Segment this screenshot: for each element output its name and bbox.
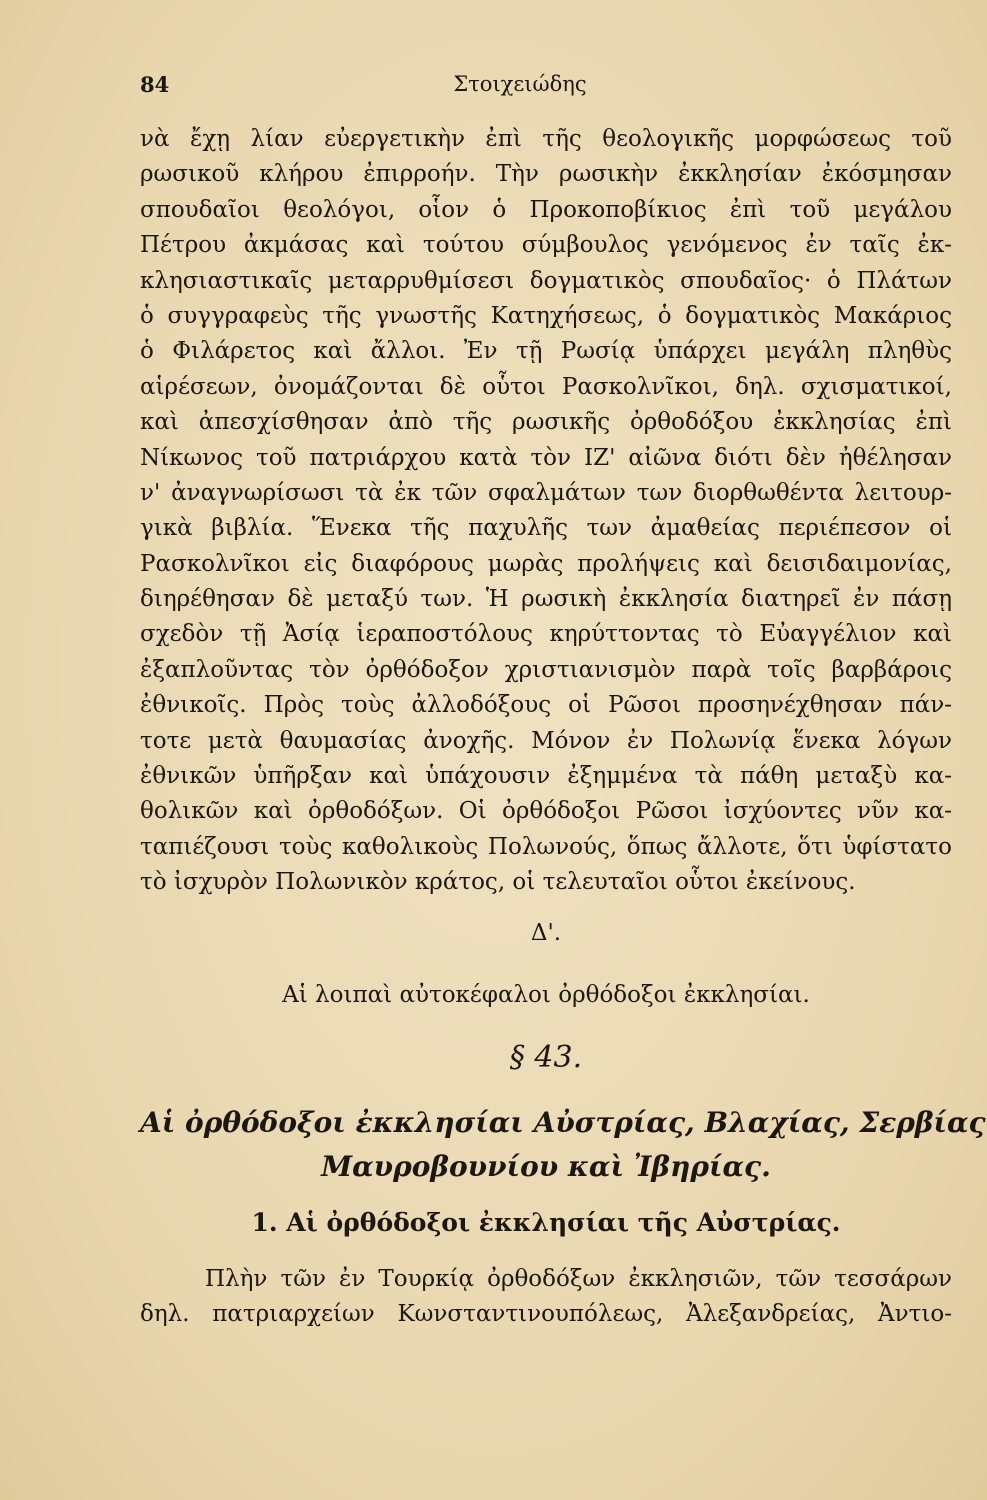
- text-line: Πλὴν τῶν ἐν Τουρκίᾳ ὀρθοδόξων ἐκκλησιῶν, τῶν τεσσάρων: [205, 1266, 952, 1292]
- page-header: [140, 72, 900, 102]
- chapter-heading-line-2: Μαυροβουνίου καὶ Ἰβηρίας.: [321, 1150, 771, 1183]
- text-line: τὸ ἰσχυρὸν Πολωνικὸν κράτος, οἱ τελευταῖοι οὗτοι ἐκείνους.: [140, 869, 856, 896]
- paragraph-2: [140, 1262, 952, 1333]
- text-line: αἱρέσεων, ὀνομάζονται δὲ οὗτοι Ρασκολνῖκοι, δηλ. σχισματικοί,: [140, 373, 952, 400]
- text-line: Ρασκολνῖκοι εἰς διαφόρους μωρὰς προλήψεις καὶ δεισιδαιμονίας,: [140, 550, 952, 577]
- text-line: κλησιαστικαῖς μεταρρυθμίσεσι δογματικὸς σπουδαῖος· ὁ Πλάτων: [140, 267, 952, 294]
- text-line: Νίκωνος τοῦ πατριάρχου κατὰ τὸν ΙΖ' αἰῶνα διότι δὲν ἠθέλησαν: [140, 444, 952, 471]
- text-line: νὰ ἔχῃ λίαν εὐεργετικὴν ἐπὶ τῆς θεολογικῆς μορφώσεως τοῦ: [140, 126, 952, 152]
- text-line: διηρέθησαν δὲ μεταξύ των. Ἡ ρωσικὴ ἐκκλησία διατηρεῖ ἐν πάσῃ: [140, 586, 952, 613]
- text-line: σχεδὸν τῇ Ἀσίᾳ ἱεραποστόλους κηρύττοντας τὸ Εὐαγγέλιον καὶ: [140, 621, 952, 648]
- running-head: Στοιχειώδης: [453, 72, 587, 96]
- paragraph-1: [140, 122, 952, 901]
- text-line: ὁ Φιλάρετος καὶ ἄλλοι. Ἐν τῇ Ρωσίᾳ ὑπάρχει μεγάλη πληθὺς: [140, 338, 952, 365]
- text-line: ρωσικοῦ κλήρου ἐπιρροήν. Τὴν ρωσικὴν ἐκκλησίαν ἐκόσμησαν: [140, 161, 952, 188]
- section-letter: Δ'.: [530, 920, 562, 946]
- text-line: ἐξαπλοῦντας τὸν ὀρθόδοξον χριστιανισμὸν παρὰ τοῖς βαρβάροις: [140, 656, 952, 683]
- subheading: 1. Αἱ ὀρθόδοξοι ἐκκλησίαι τῆς Αὐστρίας.: [251, 1208, 841, 1237]
- text-line: ὁ συγγραφεὺς τῆς γνωστῆς Κατηχήσεως, ὁ δογματικὸς Μακάριος: [140, 302, 952, 329]
- text-line: ἐθνικῶν ὑπῆρξαν καὶ ὑπάχουσιν ἐξημμένα τὰ πάθη μεταξὺ κα-: [140, 763, 952, 790]
- text-line: ἐθνικοῖς. Πρὸς τοὺς ἀλλοδόξους οἱ Ρῶσοι προσηνέχθησαν πάν-: [140, 692, 952, 719]
- text-line: ν' ἀναγνωρίσωσι τὰ ἐκ τῶν σφαλμάτων των διορθωθέντα λειτουρ-: [140, 479, 952, 506]
- section-title: Αἱ λοιπαὶ αὐτοκέφαλοι ὀρθόδοξοι ἐκκλησίαι.: [282, 982, 810, 1008]
- chapter-heading-line-1: Αἱ ὀρθόδοξοι ἐκκλησίαι Αὐστρίας, Βλαχίας, Σερβίας: [140, 1106, 986, 1139]
- text-line: δηλ. πατριαρχείων Κωνσταντινουπόλεως, Ἀλεξανδρείας, Ἀντιο-: [140, 1301, 952, 1328]
- text-line: Πέτρου ἀκμάσας καὶ τούτου σύμβουλος γενόμενος ἐν ταῖς ἐκ-: [140, 232, 952, 259]
- text-line: τοτε μετὰ θαυμασίας ἀνοχῆς. Μόνον ἐν Πολωνίᾳ ἕνεκα λόγων: [140, 727, 952, 754]
- text-line: γικὰ βιβλία. Ἕνεκα τῆς παχυλῆς των ἀμαθείας περιέπεσον οἱ: [140, 515, 952, 542]
- text-line: θολικῶν καὶ ὀρθοδόξων. Οἱ ὀρθόδοξοι Ρῶσοι ἰσχύοντες νῦν κα-: [140, 798, 952, 825]
- text-line: καὶ ἀπεσχίσθησαν ἀπὸ τῆς ρωσικῆς ὀρθοδόξου ἐκκλησίας ἐπὶ: [140, 409, 952, 436]
- text-line: σπουδαῖοι θεολόγοι, οἷον ὁ Προκοποβίκιος ἐπὶ τοῦ μεγάλου: [140, 196, 952, 223]
- text-line: ταπιέζουσι τοὺς καθολικοὺς Πολωνούς, ὅπως ἄλλοτε, ὅτι ὑφίστατο: [140, 833, 952, 860]
- page-number: 84: [140, 72, 170, 97]
- paragraph-number: § 43.: [509, 1040, 583, 1075]
